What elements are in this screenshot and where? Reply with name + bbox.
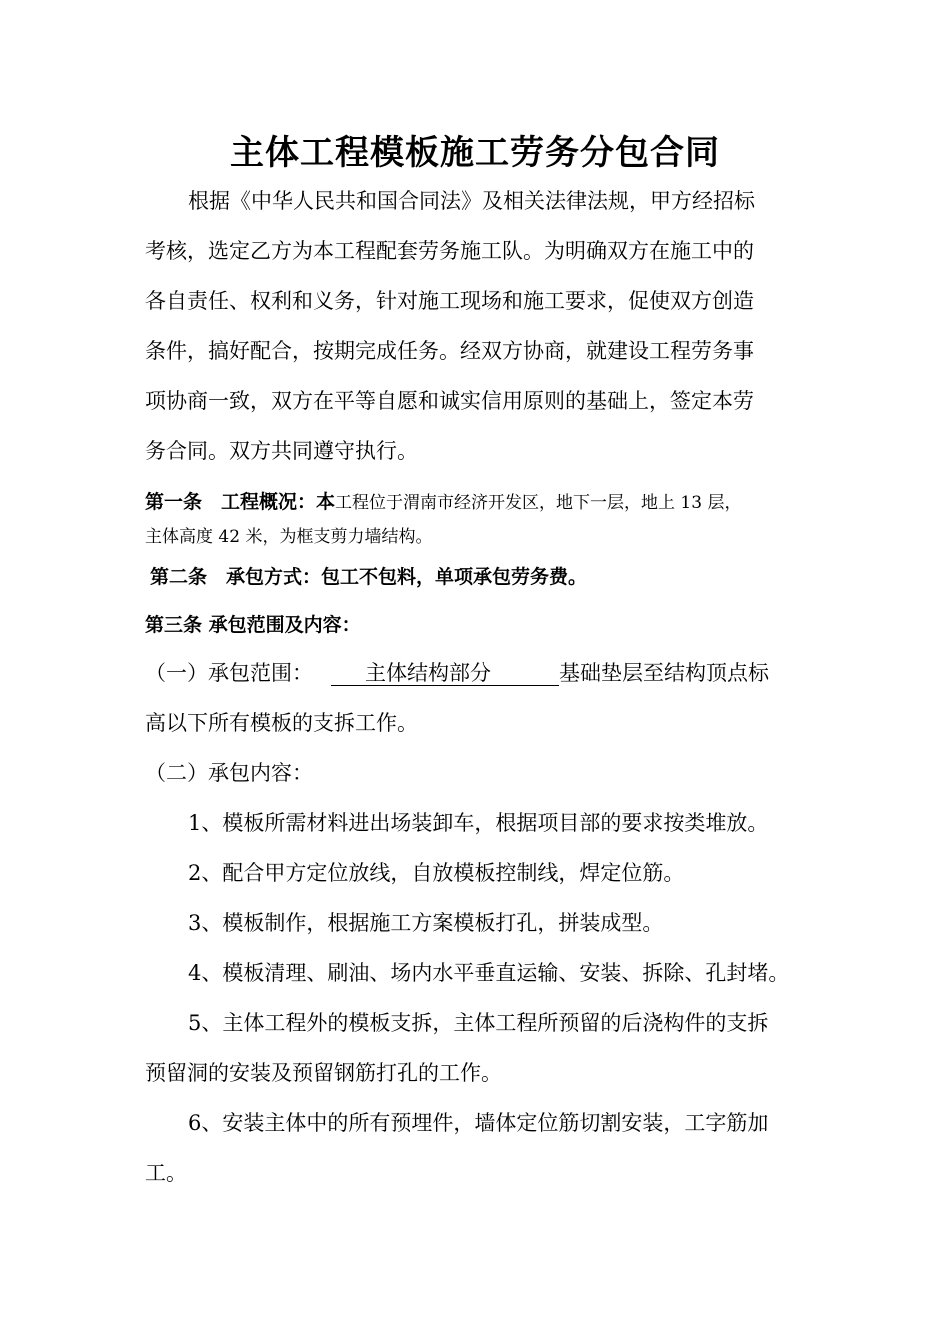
intro-line-5: 项协商一致，双方在平等自愿和诚实信用原则的基础上，签定本劳 — [145, 389, 754, 413]
intro-line-6: 务合同。双方共同遵守执行。 — [145, 439, 418, 463]
article-1-line-1 — [145, 488, 741, 516]
article-2: 第二条 承包方式：包工不包料，单项承包劳务费。 — [150, 566, 588, 588]
scope-line-1 — [145, 660, 769, 686]
content-item-6-cont: 工。 — [145, 1161, 187, 1185]
intro-line-1: 根据《中华人民共和国合同法》及相关法律法规，甲方经招标 — [188, 189, 755, 213]
intro-line-2: 考核，选定乙方为本工程配套劳务施工队。为明确双方在施工中的 — [145, 239, 754, 263]
article-1-heading: 第一条 工程概况：本 — [145, 491, 336, 513]
content-label: （二）承包内容： — [145, 761, 313, 785]
content-item-5: 5、主体工程外的模板支拆，主体工程所预留的后浇构件的支拆 — [188, 1011, 769, 1035]
content-item-1: 1、模板所需材料进出场装卸车，根据项目部的要求按类堆放。 — [188, 811, 769, 835]
scope-line-2: 高以下所有模板的支拆工作。 — [145, 711, 418, 735]
content-item-6: 6、安装主体中的所有预埋件，墙体定位筋切割安装，工字筋加 — [188, 1111, 769, 1135]
content-item-5-cont: 预留洞的安装及预留钢筋打孔的工作。 — [145, 1061, 502, 1085]
content-item-4: 4、模板清理、刷油、场内水平垂直运输、安装、拆除、孔封堵。 — [188, 961, 790, 985]
scope-fill-value: 主体结构部分 — [331, 661, 559, 686]
article-1-line-2: 主体高度 42 米，为框支剪力墙结构。 — [145, 527, 433, 547]
scope-text-1: 基础垫层至结构顶点标 — [559, 661, 769, 685]
document-title: 主体工程模板施工劳务分包合同 — [230, 133, 720, 173]
intro-line-3: 各自责任、权利和义务，针对施工现场和施工要求，促使双方创造 — [145, 289, 754, 313]
scope-label: （一）承包范围： — [145, 661, 313, 685]
intro-line-4: 条件，搞好配合，按期完成任务。经双方协商，就建设工程劳务事 — [145, 339, 754, 363]
content-item-3: 3、模板制作，根据施工方案模板打孔，拼装成型。 — [188, 911, 664, 935]
article-3-heading: 第三条 承包范围及内容： — [145, 614, 361, 636]
content-item-2: 2、配合甲方定位放线，自放模板控制线，焊定位筋。 — [188, 861, 685, 885]
article-1-text-1: 工程位于渭南市经济开发区，地下一层，地上 13 层， — [335, 493, 742, 513]
